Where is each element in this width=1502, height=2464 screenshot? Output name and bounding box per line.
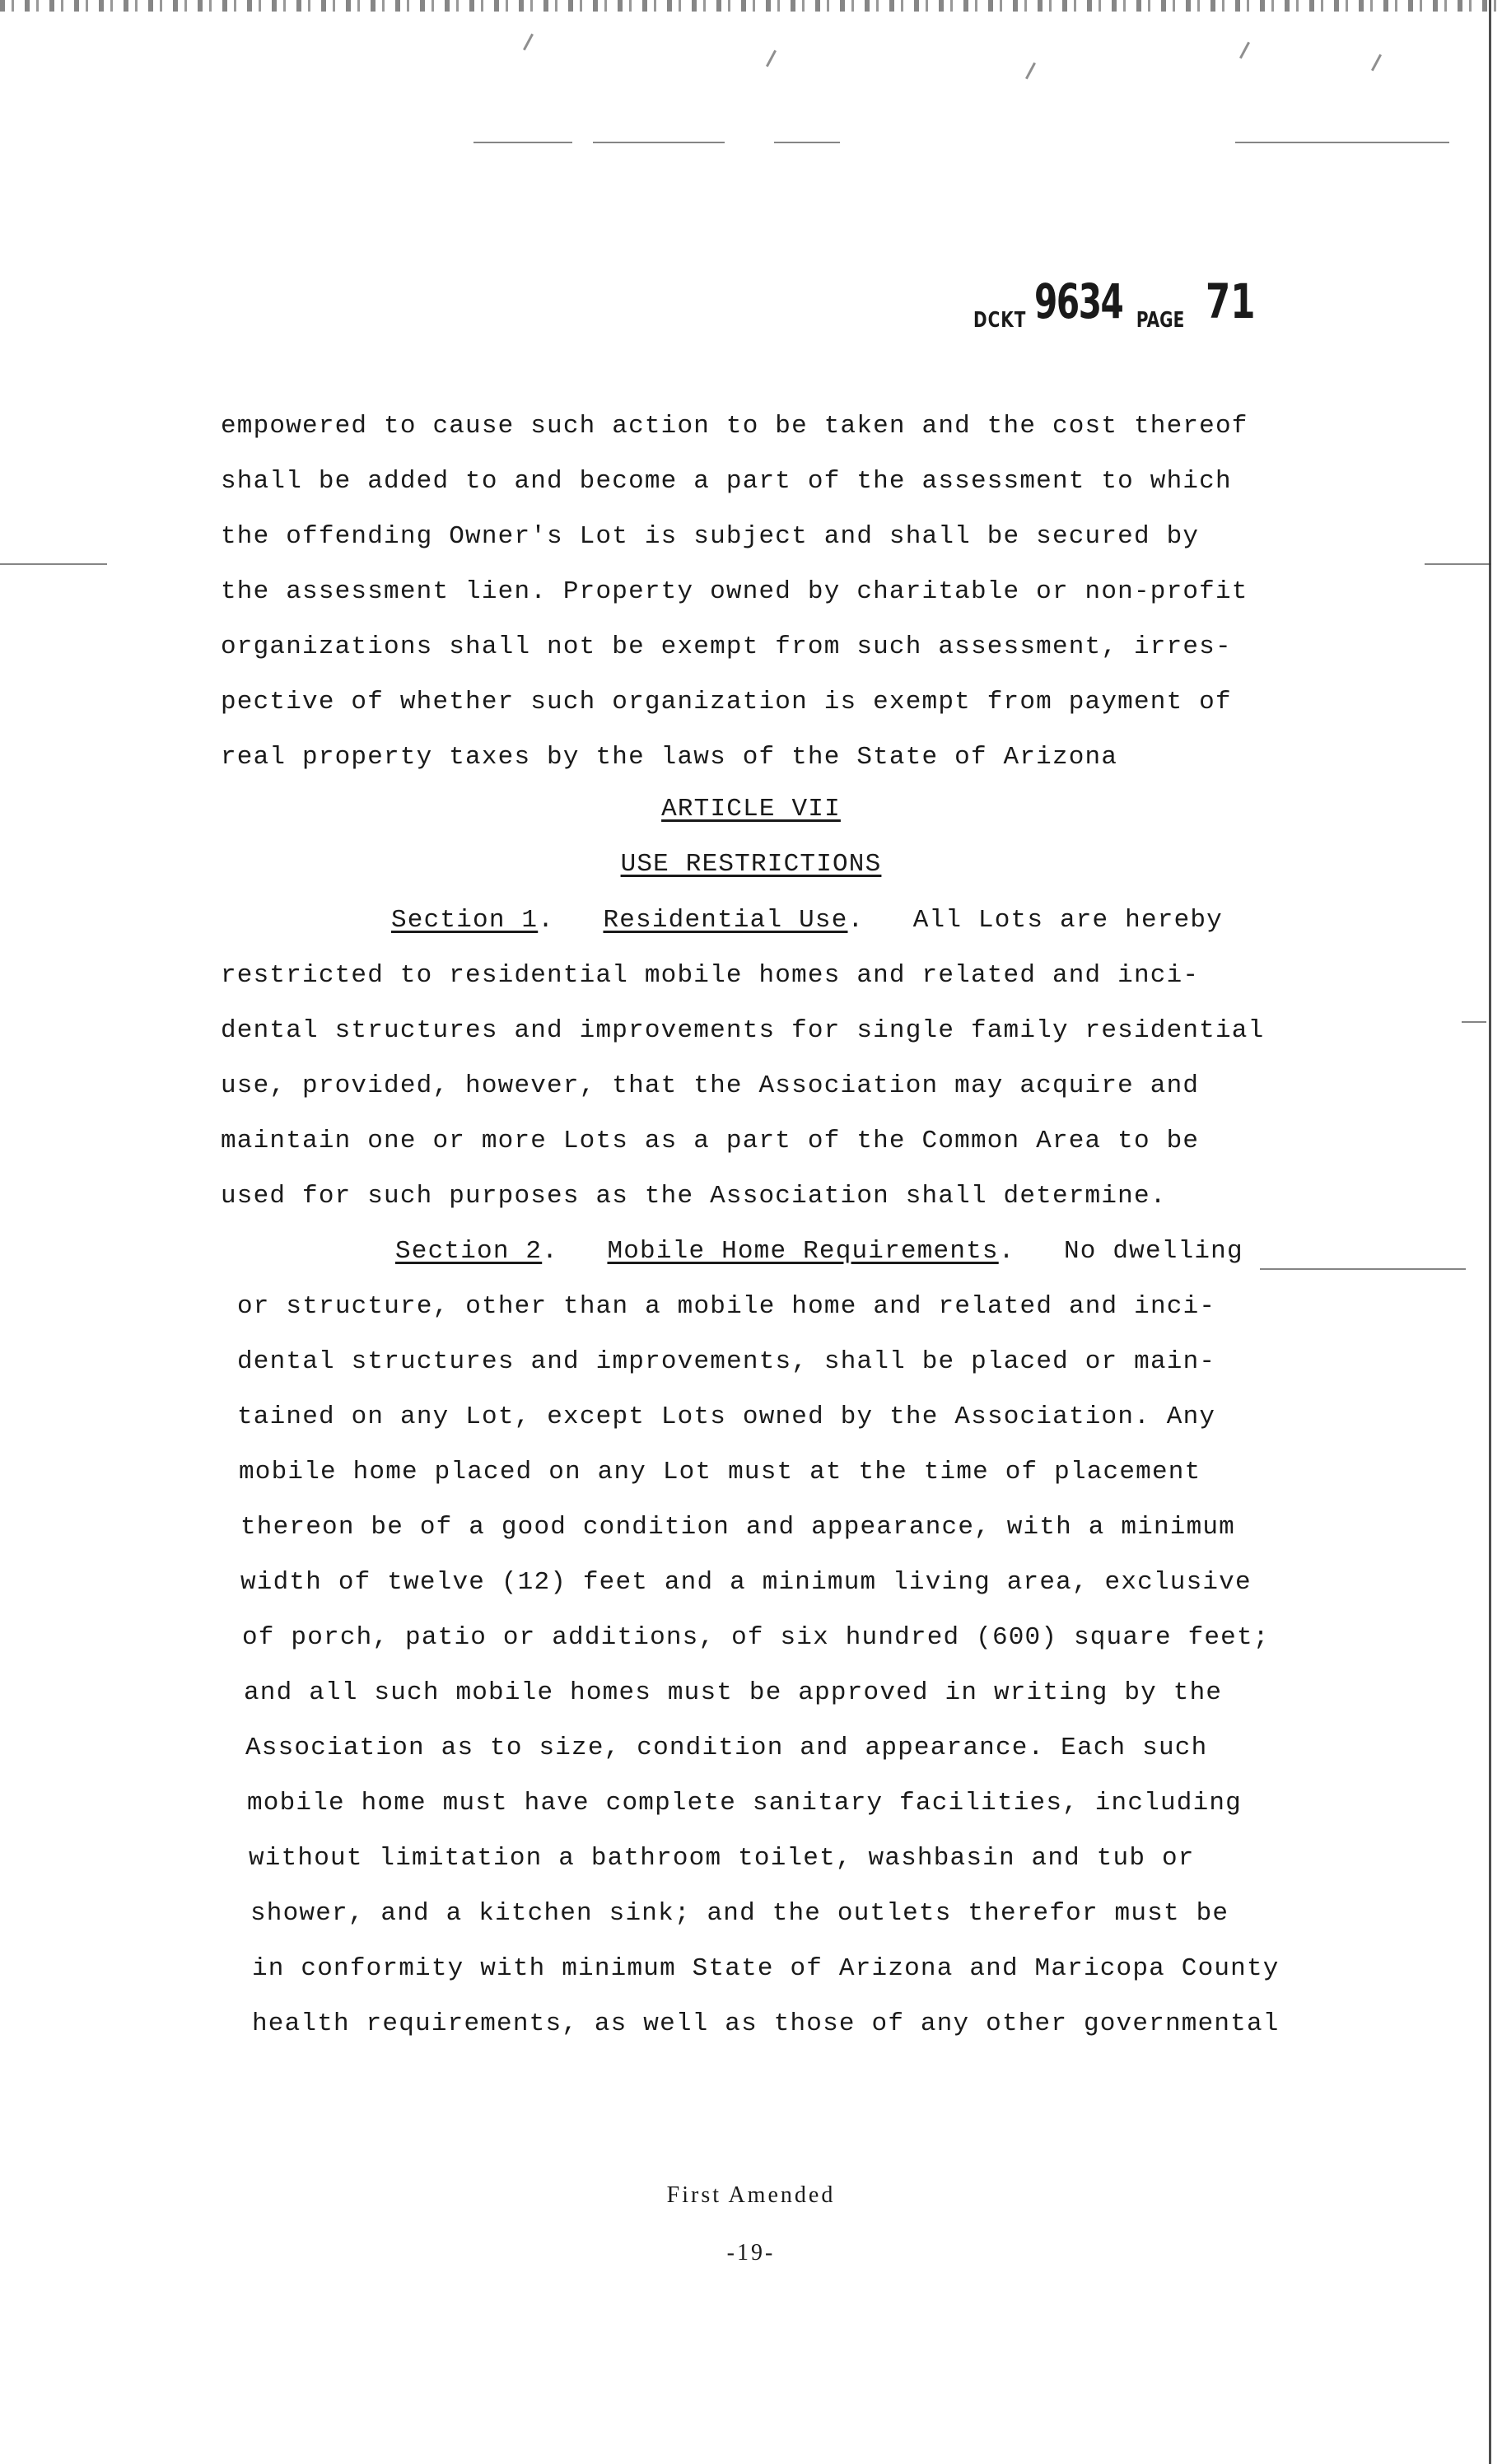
text-line: used for such purposes as the Association shall determine.	[221, 1182, 1167, 1211]
section-1-heading: Section 1. Residential Use. All Lots are hereby	[391, 906, 1223, 935]
footer-amended: First Amended	[666, 2182, 836, 2208]
article-title	[0, 850, 1502, 879]
scan-dash	[1462, 1021, 1486, 1023]
scan-tick	[766, 50, 777, 68]
text-line: dental structures and improvements for single family residential	[221, 1016, 1265, 1045]
scan-tick	[1371, 54, 1382, 72]
docket-stamp	[973, 272, 1272, 333]
article-title-text: USE RESTRICTIONS	[620, 850, 882, 879]
scan-dash	[473, 142, 572, 143]
section-2-title: Mobile Home Requirements	[607, 1237, 999, 1266]
page-label: PAGE	[1136, 306, 1185, 333]
scan-noise-top	[0, 0, 1502, 12]
text-line: Association as to size, condition and appearance. Each such	[245, 1734, 1208, 1762]
text-line: real property taxes by the laws of the State of Arizona	[221, 743, 1118, 772]
footer-page-number: -19-	[726, 2240, 776, 2266]
section-2-text: No dwelling	[1063, 1237, 1243, 1266]
text-line: shower, and a kitchen sink; and the outlets therefor must be	[250, 1899, 1229, 1928]
scan-tick	[523, 34, 534, 51]
text-line: health requirements, as well as those of any other governmental	[252, 2009, 1280, 2038]
text-line: tained on any Lot, except Lots owned by the Association. Any	[237, 1402, 1216, 1431]
text-line: or structure, other than a mobile home and related and inci-	[237, 1292, 1216, 1321]
text-line: the assessment lien. Property owned by charitable or non-profit	[221, 577, 1248, 606]
scan-dash	[1235, 142, 1449, 143]
section-1-title: Residential Use	[603, 906, 848, 935]
scan-tick	[1239, 42, 1250, 59]
text-line: the offending Owner's Lot is subject and shall be secured by	[221, 522, 1200, 551]
scan-edge-right	[1489, 0, 1491, 2464]
scan-dash	[593, 142, 725, 143]
text-line: width of twelve (12) feet and a minimum living area, exclusive	[240, 1568, 1252, 1597]
text-line: restricted to residential mobile homes and related and inci-	[221, 961, 1200, 990]
text-line: dental structures and improvements, shall be placed or main-	[237, 1347, 1216, 1376]
scan-tick	[1025, 63, 1036, 80]
scan-dash	[774, 142, 840, 143]
scan-dash	[1425, 563, 1490, 565]
text-line: organizations shall not be exempt from such assessment, irres-	[221, 632, 1232, 661]
text-line: mobile home must have complete sanitary facilities, including	[247, 1789, 1242, 1818]
text-line: thereon be of a good condition and appearance, with a minimum	[240, 1513, 1235, 1542]
scan-dash	[1260, 1268, 1466, 1270]
text-line: maintain one or more Lots as a part of the Common Area to be	[221, 1127, 1200, 1155]
text-line: without limitation a bathroom toilet, washbasin and tub or	[249, 1844, 1195, 1873]
text-line: mobile home placed on any Lot must at the time of placement	[239, 1458, 1201, 1486]
article-heading-text: ARTICLE VII	[661, 795, 841, 824]
text-line: in conformity with minimum State of Arizona and Maricopa County	[252, 1954, 1280, 1983]
scan-dash	[0, 563, 107, 565]
article-heading	[0, 795, 1502, 824]
section-2-heading: Section 2. Mobile Home Requirements. No dwelling	[395, 1237, 1243, 1266]
docket-label: DCKT	[973, 306, 1027, 333]
text-line: use, provided, however, that the Association may acquire and	[221, 1071, 1200, 1100]
page-number: 71	[1206, 273, 1256, 329]
text-line: and all such mobile homes must be approved in writing by the	[244, 1678, 1223, 1707]
text-line: of porch, patio or additions, of six hundred (600) square feet;	[242, 1623, 1270, 1652]
section-2-label: Section 2	[395, 1237, 543, 1266]
text-line: empowered to cause such action to be taken and the cost thereof	[221, 412, 1248, 441]
section-1-text: All Lots are hereby	[912, 906, 1223, 935]
section-1-label: Section 1	[391, 906, 539, 935]
text-line: pective of whether such organization is exempt from payment of	[221, 688, 1232, 716]
text-line: shall be added to and become a part of the assessment to which	[221, 467, 1232, 496]
docket-number: 9634	[1034, 273, 1123, 329]
